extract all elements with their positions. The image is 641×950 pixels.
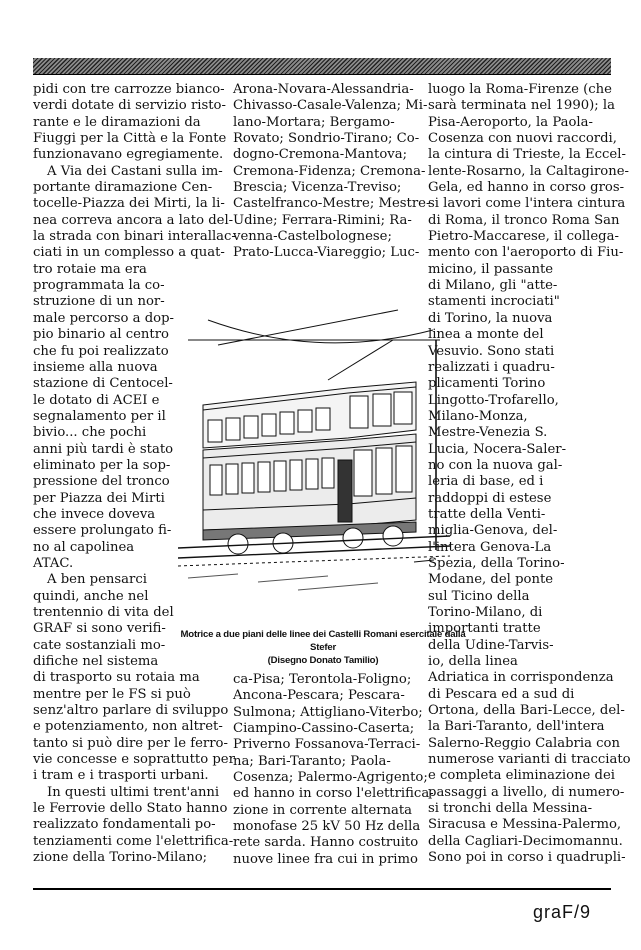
text-line: dogno-Cremona-Mantova; — [233, 147, 408, 163]
text-line: luogo la Roma-Firenze (che — [428, 82, 612, 97]
text-line: Pietro-Maccarese, il collega- — [428, 229, 619, 245]
text-line: la Bari-Taranto, dell'intera — [428, 719, 605, 735]
footer-rule — [33, 888, 611, 890]
text-line: Modane, del ponte — [428, 572, 554, 588]
text-line: Cremona-Fidenza; Cremona- — [233, 163, 426, 179]
text-line: i tram e i trasporti urbani. — [33, 768, 209, 784]
text-line: anni più tardi è stato — [33, 441, 174, 457]
text-line: Brescia; Vicenza-Treviso; — [233, 180, 402, 196]
text-line: bivio... che pochi — [33, 425, 147, 441]
text-line: Lingotto-Trofarello, — [428, 392, 559, 408]
text-line: no con la nuova gal- — [428, 457, 563, 473]
text-line: zione in corrente alternata — [233, 802, 413, 818]
page-number: /9 — [574, 902, 592, 922]
text-line: che invece doveva — [33, 506, 156, 522]
column-2-top — [233, 82, 431, 262]
text-line: rante e le diramazioni da — [33, 114, 201, 130]
text-line: insieme alla nuova — [33, 359, 158, 375]
page-footer — [533, 902, 591, 923]
text-line: plicamenti Torino — [428, 376, 546, 392]
text-line: Chivasso-Casale-Valenza; Mi- — [233, 98, 428, 114]
text-line: mento con l'aeroporto di Fiu- — [428, 245, 624, 261]
text-line: sarà terminata nel 1990); la — [428, 98, 615, 114]
column-3 — [428, 82, 631, 867]
text-line: raddoppi di estese — [428, 490, 552, 506]
text-line: di Pescara ed a sud di — [428, 686, 575, 702]
text-line: Sulmona; Attigliano-Viterbo; — [233, 704, 423, 720]
text-line: pio binario al centro — [33, 327, 169, 343]
text-line: struzione di un nor- — [33, 294, 165, 310]
text-line: Pisa-Aeroporto, la Paola- — [428, 114, 593, 130]
text-line: pressione del tronco — [33, 474, 170, 490]
text-line: le dotato di ACEI e — [33, 392, 160, 408]
text-line: segnalamento per il — [33, 408, 166, 424]
text-line: Salerno-Reggio Calabria con — [428, 735, 620, 751]
text-line: della Udine-Tarvis- — [428, 637, 554, 653]
text-line: Gela, ed hanno in corso gros- — [428, 180, 625, 196]
text-line: la strada con binari interallac- — [33, 229, 236, 245]
text-line: sul Ticino della — [428, 588, 530, 604]
text-line: Ciampino-Cassino-Caserta; — [233, 721, 415, 737]
text-line: difiche nel sistema — [33, 654, 159, 670]
text-line: Priverno Fossanova-Terraci- — [233, 737, 421, 753]
text-line: le Ferrovie dello Stato hanno — [33, 801, 228, 817]
text-line: si lavori come l'intera cintura — [428, 196, 626, 212]
text-line: e potenziamento, non altret- — [33, 719, 223, 735]
text-line: Ancona-Pescara; Pescara- — [233, 688, 405, 704]
text-line: A ben pensarci — [47, 572, 147, 588]
text-line: cate sostanziali mo- — [33, 637, 166, 653]
text-line: micino, il passante — [428, 261, 554, 277]
text-line: quindi, anche nel — [33, 588, 149, 604]
text-line: Adriatica in corrispondenza — [428, 670, 614, 686]
graf-logo: graF — [533, 902, 575, 922]
text-line: senz'altro parlare di sviluppo — [33, 703, 229, 719]
text-line: Ortona, della Bari-Lecce, del- — [428, 703, 625, 719]
caption-credit: (Disegno Donato Tamilio) — [267, 655, 379, 666]
caption-title: Motrice a due piani delle linee dei Castelli Romani esercitale dalla Stefer — [180, 629, 466, 653]
text-line: Siracusa e Messina-Palermo, — [428, 817, 622, 833]
text-line: GRAF si sono verifi- — [33, 621, 166, 637]
text-line: di trasporto su rotaia ma — [33, 670, 200, 686]
text-line: l'intera Genova-La — [428, 539, 552, 555]
text-line: lente-Rosarno, la Caltagirone- — [428, 163, 629, 179]
text-line: Spezia, della Torino- — [428, 555, 565, 571]
text-line: linea a monte del — [428, 327, 544, 343]
text-line: tro rotaie ma era — [33, 261, 147, 277]
text-line: Torino-Milano, di — [428, 605, 543, 620]
text-line: vie concesse e soprattutto per — [33, 752, 235, 768]
text-line: nea correva ancora a lato del- — [33, 212, 234, 228]
text-line: Fiuggi per la Città e la Fonte — [33, 131, 227, 147]
text-line: tratte della Venti- — [428, 506, 546, 522]
text-line: mentre per le FS si può — [33, 686, 191, 702]
text-line: tanto si può dire per le ferro- — [33, 735, 228, 751]
text-line: si tronchi della Messina- — [428, 801, 593, 817]
text-line: di Roma, il tronco Roma San — [428, 212, 620, 228]
header-hatched-bar — [33, 58, 611, 75]
text-line: rete sarda. Hanno costruito — [233, 835, 419, 851]
text-line: venna-Castelbolognese; — [233, 229, 392, 245]
text-line: male percorso a dop- — [33, 310, 174, 326]
text-line: no al capolinea — [33, 539, 135, 555]
text-line: passaggi a livello, di numero- — [428, 784, 625, 800]
text-line: ciati in un complesso a quat- — [33, 245, 225, 261]
text-line: ATAC. — [33, 555, 74, 571]
text-line: tocelle-Piazza dei Mirti, la li- — [33, 196, 225, 212]
text-line: In questi ultimi trent'anni — [47, 784, 220, 800]
text-line: Milano-Monza, — [428, 408, 528, 424]
text-line: verdi dotate di servizio risto- — [33, 98, 226, 114]
column-1 — [33, 82, 236, 867]
text-line: ca-Pisa; Terontola-Foligno; — [233, 672, 412, 687]
text-line: realizzati i quadru- — [428, 359, 555, 375]
text-line: miglia-Genova, del- — [428, 523, 558, 539]
text-line: che fu poi realizzato — [33, 343, 169, 359]
text-line: importanti tratte — [428, 621, 541, 637]
text-line: Cosenza con nuovi raccordi, — [428, 131, 617, 147]
text-line: na; Bari-Taranto; Paola- — [233, 753, 391, 769]
text-line: lano-Mortara; Bergamo- — [233, 114, 395, 130]
text-line: numerose varianti di tracciato — [428, 752, 631, 768]
text-line: nuove linee fra cui in primo — [233, 851, 418, 867]
text-line: essere prolungato fi- — [33, 523, 172, 539]
tram-illustration — [178, 300, 450, 620]
text-line: A Via dei Castani sulla im- — [47, 163, 223, 179]
text-line: io, della linea — [428, 654, 518, 670]
text-line: della Cagliari-Decimomannu. — [428, 833, 623, 849]
text-line: realizzato fondamentali po- — [33, 817, 216, 833]
text-line: funzionavano egregiamente. — [33, 147, 224, 163]
text-line: Lucia, Nocera-Saler- — [428, 441, 567, 457]
text-line: monofase 25 kV 50 Hz della — [233, 819, 421, 835]
text-line: per Piazza dei Mirti — [33, 490, 165, 506]
text-line: pidi con tre carrozze bianco- — [33, 82, 225, 97]
text-line: leria di base, ed i — [428, 474, 544, 490]
column-2-bottom — [233, 672, 434, 868]
text-line: Sono poi in corso i quadrupli- — [428, 850, 626, 866]
text-line: programmata la co- — [33, 278, 165, 294]
text-line: Udine; Ferrara-Rimini; Ra- — [233, 212, 412, 228]
text-line: Rovato; Sondrio-Tirano; Co- — [233, 131, 420, 147]
text-line: portante diramazione Cen- — [33, 180, 213, 196]
text-line: Arona-Novara-Alessandria- — [233, 82, 414, 97]
text-line: la cintura di Trieste, la Eccel- — [428, 147, 626, 163]
text-line: ed hanno in corso l'elettrifica- — [233, 786, 434, 802]
text-line: di Torino, la nuova — [428, 310, 553, 326]
text-line: trentennio di vita del — [33, 605, 174, 620]
text-line: stamenti incrociati" — [428, 294, 560, 310]
text-line: stazione di Centocel- — [33, 376, 173, 392]
text-line: Prato-Lucca-Viareggio; Luc- — [233, 245, 420, 261]
text-line: Mestre-Venezia S. — [428, 425, 548, 441]
figure-caption — [178, 628, 468, 667]
text-line: Vesuvio. Sono stati — [428, 343, 555, 359]
text-line: Cosenza; Palermo-Agrigento; — [233, 770, 428, 786]
text-line: Castelfranco-Mestre; Mestre- — [233, 196, 431, 212]
text-line: e completa eliminazione dei — [428, 768, 616, 784]
text-line: di Milano, gli "atte- — [428, 278, 558, 294]
text-line: tenziamenti come l'elettrifica- — [33, 833, 234, 849]
text-line: eliminato per la sop- — [33, 457, 171, 473]
text-line: zione della Torino-Milano; — [33, 850, 208, 866]
